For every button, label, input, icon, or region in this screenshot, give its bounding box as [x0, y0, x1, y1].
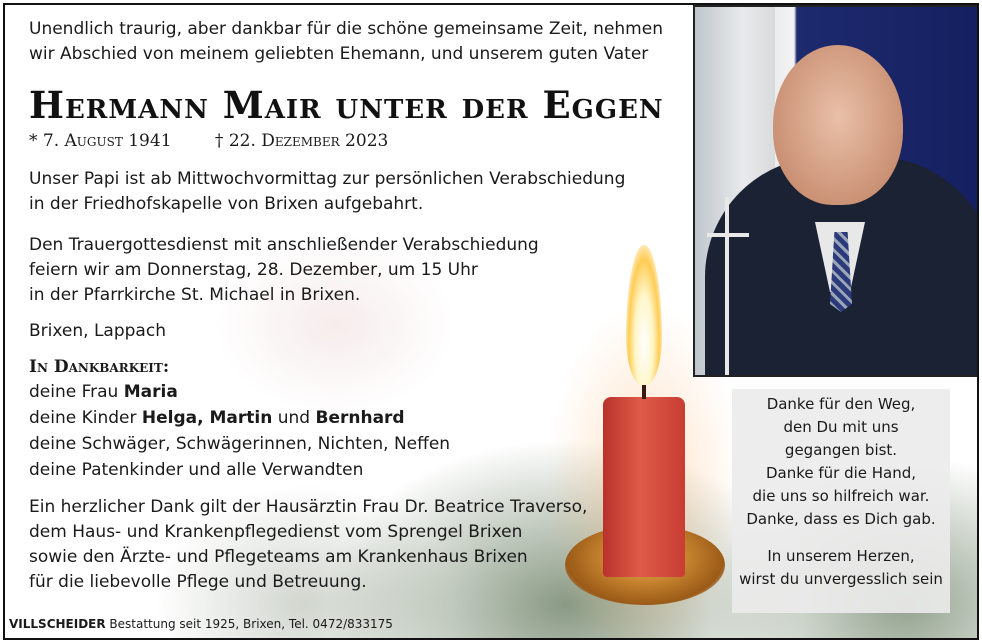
viewing-line: in der Friedhofskapelle von Brixen aufgebahrt.	[29, 194, 424, 214]
service-line: in der Pfarrkirche St. Michael in Brixen.	[29, 285, 361, 305]
cross-icon-bar	[707, 233, 749, 237]
kid-name: Bernhard	[315, 408, 405, 428]
death-date: † 22. Dezember 2023	[214, 131, 389, 151]
kids-prefix: deine Kinder	[29, 408, 142, 428]
thanks-line: Ein herzlicher Dank gilt der Hausärztin Frau Dr. Beatrice Traverso,	[29, 497, 588, 517]
poem-line: Danke für die Hand,	[765, 464, 917, 482]
funeral-home-footer	[9, 617, 393, 631]
wife-name: Maria	[123, 382, 178, 402]
funeral-home-name: VILLSCHEIDER	[9, 617, 106, 631]
cross-icon	[725, 197, 729, 377]
thanks-text	[29, 495, 587, 595]
candle-flame	[626, 245, 662, 385]
viewing-text	[29, 167, 625, 217]
relatives-wife	[29, 379, 450, 405]
relatives-children	[29, 405, 450, 431]
place-text: Brixen, Lappach	[29, 321, 166, 341]
poem-gap	[732, 531, 950, 545]
viewing-line: Unser Papi ist ab Mittwochvormittag zur persönlichen Verabschiedung	[29, 169, 626, 189]
relatives-line: deine Patenkinder und alle Verwandten	[29, 460, 364, 480]
poem-line: wirst du unvergesslich sein	[739, 570, 943, 588]
portrait-photo	[693, 5, 979, 377]
service-line: feiern wir am Donnerstag, 28. Dezember, um 15 Uhr	[29, 260, 478, 280]
relatives-line: deine Schwäger, Schwägerinnen, Nichten, Neffen	[29, 434, 451, 454]
poem-line: gegangen bist.	[784, 441, 898, 459]
intro-line: wir Abschied von meinem geliebten Ehemann, und unserem guten Vater	[29, 44, 649, 64]
deceased-name: Hermann Mair unter der Eggen	[29, 83, 664, 127]
poem-line: In unserem Herzen,	[767, 547, 915, 565]
life-dates	[29, 131, 426, 151]
obituary-notice	[3, 3, 979, 640]
thanks-line: für die liebevolle Pflege und Betreuung.	[29, 572, 367, 592]
birth-date: * 7. August 1941	[29, 131, 172, 151]
service-text	[29, 233, 539, 308]
kids-and: und	[272, 408, 316, 428]
gratitude-heading: In Dankbarkeit:	[29, 357, 170, 377]
intro-line: Unendlich traurig, aber dankbar für die schöne gemeinsame Zeit, nehmen	[29, 19, 663, 39]
wife-prefix: deine Frau	[29, 382, 124, 402]
photo-face	[773, 45, 903, 205]
poem-line: Danke für den Weg,	[766, 395, 916, 413]
candle-image	[603, 397, 685, 577]
poem-line: den Du mit uns	[783, 418, 899, 436]
service-line: Den Trauergottesdienst mit anschließender Verabschiedung	[29, 235, 539, 255]
poem-line: die uns so hilfreich war.	[752, 487, 930, 505]
intro-text	[29, 17, 663, 67]
poem-box	[732, 389, 950, 613]
kids-names: Helga, Martin	[141, 408, 273, 428]
funeral-home-details: Bestattung seit 1925, Brixen, Tel. 0472/833175	[105, 617, 393, 631]
poem-line: Danke, dass es Dich gab.	[746, 510, 936, 528]
thanks-line: dem Haus- und Krankenpflegedienst vom Sprengel Brixen	[29, 522, 523, 542]
thanks-line: sowie den Ärzte- und Pflegeteams am Krankenhaus Brixen	[29, 547, 528, 567]
relatives-list	[29, 379, 450, 483]
